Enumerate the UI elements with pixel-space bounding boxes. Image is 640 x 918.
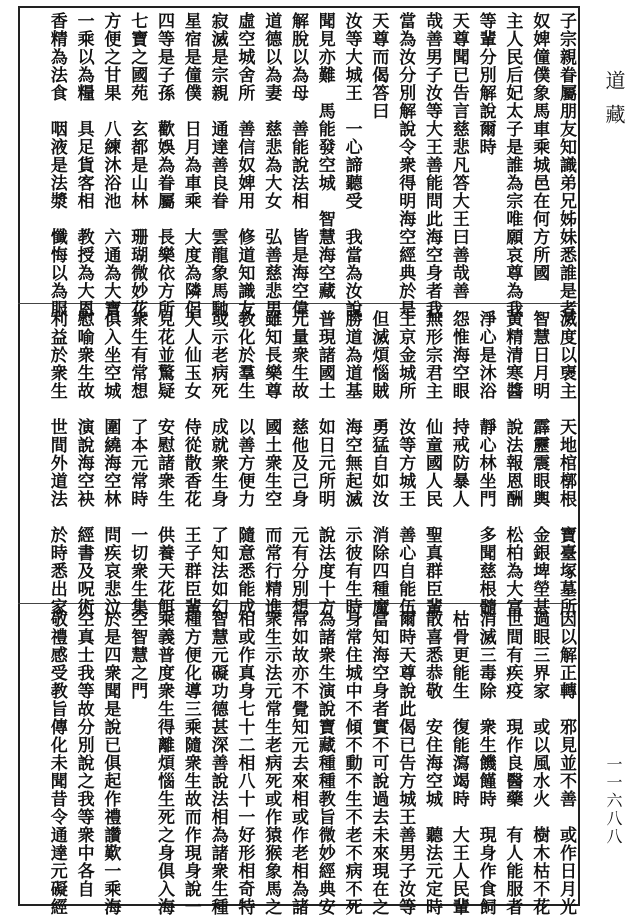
text-column: 天尊而偈答曰 [368, 12, 389, 120]
text-column: 七寶之國苑 玄都是山林 珊瑚微妙花 [127, 12, 148, 318]
text-column: 乘義普度衆生得離煩惱生死之身俱入海 [154, 610, 174, 916]
text-column: 於是四衆聞是說已俱起作禮讚歎一乘海 [100, 610, 121, 916]
text-column: 敬禮感受教旨傳化未聞昔令通達元礙經 [46, 610, 67, 916]
text-column: 衆生有常想 了本元常時 一切衆生集 [127, 310, 148, 616]
text-column: 當為汝分別解說令衆得明海空經典於是 [395, 12, 416, 318]
text-column: 汝等大城王 一心諦聽受 我當為汝說 [341, 12, 362, 318]
text-column: 利益於衆生 世間外道法 於時悉出家 [46, 310, 67, 616]
text-column: 怨惟海空眼 持戒防暴人 [448, 310, 469, 508]
text-column: 智慧日月明 霹靂震眼輿 金銀埤塋甚 [529, 310, 550, 616]
text-column: 王京金城所 汝等方城王 善心自能伍 [395, 310, 416, 616]
text-column: 見花並驚疑 安慰諸衆生 供養天花餌 [154, 310, 174, 616]
text-column: 天尊聞已告言慈悲凡答大王曰善哉善 [448, 12, 469, 300]
text-column: 因以解正轉 邪見並不善 或作日月光 [556, 610, 576, 916]
text-column: 或示老病死 成就衆生身 了知法如幻 [207, 310, 228, 616]
text-column: 一乘以為糧 具足貨客相 教授為大恩 [73, 12, 94, 318]
text-column: 散喜悉恭敬 安住海空城 聽法元定時 [422, 610, 442, 916]
text-column: 爾時天尊說此偈已告方城王善男子汝等 [395, 610, 416, 916]
text-column: 無形宗君主 仙童國人民 聖真群臣輩 [422, 310, 442, 616]
text-column: 為諸衆生演說寶藏種種教旨微妙經典安 [314, 610, 335, 916]
text-column: 寂滅是宗親 通達善良眷 雲龍象馬馳 [207, 12, 228, 318]
text-column: 滅度以襃主 天地棺槨根 寶臺塚墓所 [556, 310, 576, 616]
text-column: 空智慧之門 [127, 610, 148, 700]
text-column: 虛空城舍所 善信奴婢用 修道知識友 [234, 12, 255, 318]
margin-title: 道藏 [602, 70, 626, 138]
text-column: 衆生示法元常生老病死或作猿猴象馬之 [261, 610, 282, 916]
text-column: 方便之甘果 八練沐浴池 六通為大寶 [100, 12, 121, 318]
text-column: 子宗親眷屬朋友知識弟兄姊妹悉誰是者 [556, 12, 576, 318]
text-column: 勝道為道基 海空無起滅 示彼有生時 [341, 310, 362, 616]
text-column: 種方便化導三乘隨衆生故而作現身說一 [180, 610, 201, 916]
text-column: 智慧元礙功德甚深善說法相為諸衆生種 [207, 610, 228, 916]
page-number: 一一六八八 [604, 756, 623, 846]
text-column: 主人民后妃太子是誰為宗唯願哀尊為我 [502, 12, 523, 318]
text-column: 道德以為妻 慈悲為大女 弘善慈悲男 [261, 12, 282, 318]
text-column: 過眼三界家 或以風水火 樹木枯不花 [529, 610, 550, 916]
text-column: 四等是子孫 歡娛為眷屬 長樂依方所 [154, 12, 174, 318]
text-column: 但滅煩惱賊 勇猛自如汝 消除四種魔 [368, 310, 389, 616]
text-column: 聞見亦難 馬能發空城 智慧海空藏 [314, 12, 335, 300]
text-column: 元量衆生故 慈他及己身 元有分別想 [288, 310, 308, 616]
text-column: 奴婢僮僕象馬車乘城邑在何方所國 [529, 12, 550, 282]
text-column: 消滅三毒除 衆生饑饉時 現身作食飼 [475, 610, 496, 916]
text-column: 世間有疾疫 現作良醫藥 有人能服者 [502, 610, 523, 916]
text-column: 解脫以為母 善能說法相 皆是海空偉 [288, 12, 308, 318]
text-column: 俱入坐空城 圍繞海空林 問疾哀悲泣 [100, 310, 121, 616]
text-column: 淨心是沐浴 靜心林坐門 多聞慈根髓 [475, 310, 496, 616]
text-column: 身常住城中不傾不動不生不老不病不死 [341, 610, 362, 916]
text-column: 星宿是僮僕 日月為車乘 大度為隣侶 [180, 12, 201, 318]
text-column: 常如故亦不覺知元去來相或作老相為諸 [288, 610, 308, 916]
text-column: 黃精清寒醬 說法報恩酬 松柏為大富 [502, 310, 523, 616]
text-column: 慰喻衆生故 演說海空袂 經書及呪術 [73, 310, 94, 616]
text-column: 哉善男子汝等大王善能問此海空身者我 [422, 12, 442, 318]
text-column: 相或作真身七十二相八十一好形相奇特 [234, 610, 255, 916]
text-column: 教化於羣生 以善方便力 隨意悉能成 [234, 310, 255, 616]
text-column: 香精為法食 咽液是法漿 懺悔以為服 [46, 12, 67, 318]
text-column: 枯骨更能生 復能瀉竭時 大王人民輩 [448, 610, 469, 916]
text-column: 等輩分別解說爾時 [475, 12, 496, 156]
text-column: 當知海空身者實不可說過去未來現在之 [368, 610, 389, 916]
text-column: 空真士我等故分別說之我等衆中各自 [73, 610, 94, 898]
text-column: 雖知長樂尊 國土衆生空 而常行精進 [261, 310, 282, 616]
text-column: 天人仙玉女 侍從散香花 王子群臣輩 [180, 310, 201, 616]
text-column: 普現諸國土 如日元所明 說法度十方 [314, 310, 335, 616]
